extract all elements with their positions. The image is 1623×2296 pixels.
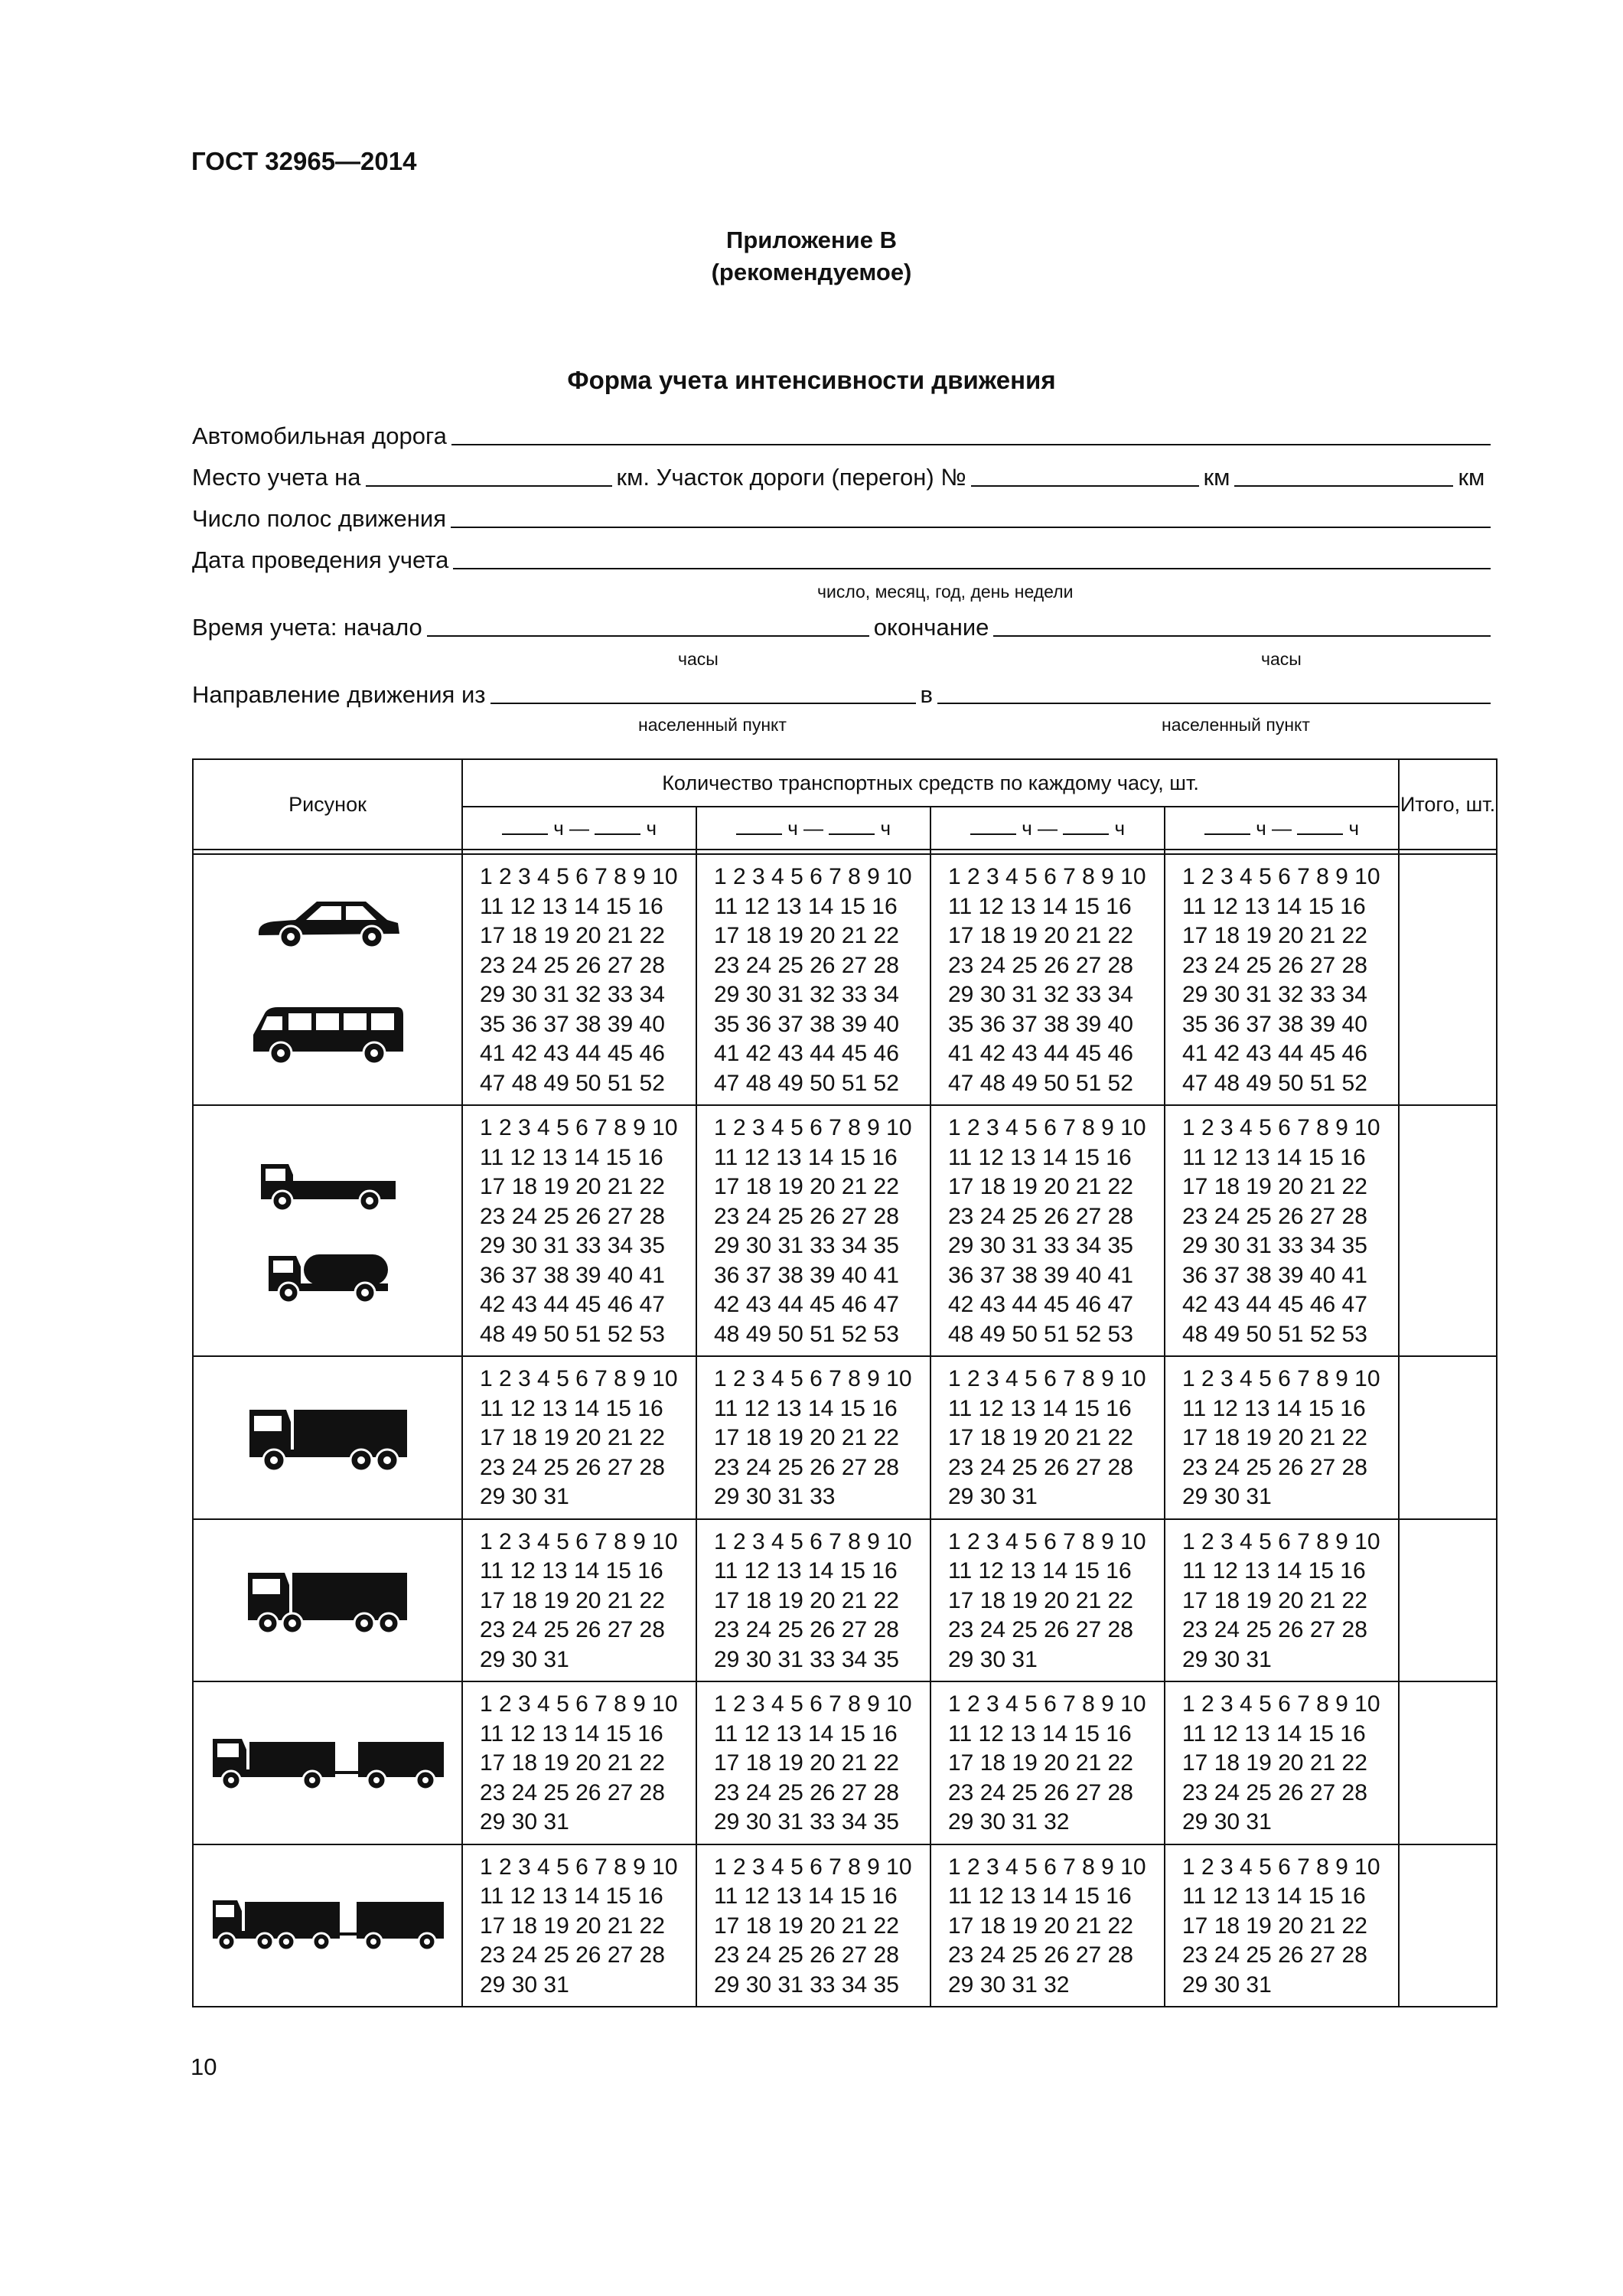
count-cell[interactable]: 1 2 3 4 5 6 7 8 9 10 11 12 13 14 15 16 17 18 19 20 21 22 23 24 25 26 27 28 29 30 31 xyxy=(1165,1356,1399,1519)
total-cell[interactable] xyxy=(1399,1681,1497,1844)
count-cell[interactable]: 1 2 3 4 5 6 7 8 9 10 11 12 13 14 15 16 17 18 19 20 21 22 23 24 25 26 27 28 29 30 31 xyxy=(1165,1844,1399,2007)
flatbed-truck-icon xyxy=(255,1153,400,1215)
locality-caption-to: населенный пункт xyxy=(1162,715,1310,735)
field-lanes xyxy=(192,502,1495,533)
truck-trailer-icon xyxy=(207,1728,448,1797)
total-cell[interactable] xyxy=(1399,854,1497,1105)
count-cell[interactable]: 1 2 3 4 5 6 7 8 9 10 11 12 13 14 15 16 17 18 19 20 21 22 23 24 25 26 27 28 29 30 31 33 34 35 xyxy=(696,1519,930,1682)
appendix-title: Приложение В xyxy=(726,227,897,253)
picture-cell xyxy=(193,1844,462,2007)
count-cell[interactable]: 1 2 3 4 5 6 7 8 9 10 11 12 13 14 15 16 17 18 19 20 21 22 23 24 25 26 27 28 29 30 31 33 34 35 36 37 38 39 40 41 42 43 44 45 46 47 48 49 50 51 52 53 xyxy=(462,1105,696,1356)
picture-cell xyxy=(193,1681,462,1844)
road-label: Автомобильная дорога xyxy=(192,422,447,449)
header-total: Итого, шт. xyxy=(1399,759,1497,850)
picture-cell xyxy=(193,1356,462,1519)
hours-caption-end: часы xyxy=(1261,649,1302,669)
total-cell[interactable] xyxy=(1399,1844,1497,2007)
hour-range-cell[interactable]: ч — ч xyxy=(696,807,930,850)
direction-to-input-line[interactable] xyxy=(937,680,1491,704)
count-cell[interactable]: 1 2 3 4 5 6 7 8 9 10 11 12 13 14 15 16 17 18 19 20 21 22 23 24 25 26 27 28 29 30 31 xyxy=(462,1356,696,1519)
section-km-input-line[interactable] xyxy=(1234,462,1453,487)
road-input-line[interactable] xyxy=(451,421,1491,445)
count-cell[interactable]: 1 2 3 4 5 6 7 8 9 10 11 12 13 14 15 16 17 18 19 20 21 22 23 24 25 26 27 28 29 30 31 32 33 34 35 36 37 38 39 40 41 42 43 44 45 46 47 48 49 50 51 52 xyxy=(696,854,930,1105)
tank-truck-icon xyxy=(262,1244,393,1308)
field-direction xyxy=(192,678,1495,709)
field-road xyxy=(192,419,1495,450)
appendix-subtitle: (рекомендуемое) xyxy=(711,259,912,285)
count-cell[interactable]: 1 2 3 4 5 6 7 8 9 10 11 12 13 14 15 16 17 18 19 20 21 22 23 24 25 26 27 28 29 30 31 xyxy=(1165,1681,1399,1844)
table-row xyxy=(193,1681,1497,1844)
car-icon xyxy=(251,892,404,954)
table-row xyxy=(193,1105,1497,1356)
place-km-input-line[interactable] xyxy=(366,462,612,487)
time-end-label: окончание xyxy=(873,614,989,641)
count-cell[interactable]: 1 2 3 4 5 6 7 8 9 10 11 12 13 14 15 16 17 18 19 20 21 22 23 24 25 26 27 28 29 30 31 xyxy=(462,1519,696,1682)
count-cell[interactable]: 1 2 3 4 5 6 7 8 9 10 11 12 13 14 15 16 17 18 19 20 21 22 23 24 25 26 27 28 29 30 31 xyxy=(930,1356,1165,1519)
field-time xyxy=(192,611,1495,641)
count-cell[interactable]: 1 2 3 4 5 6 7 8 9 10 11 12 13 14 15 16 17 18 19 20 21 22 23 24 25 26 27 28 29 30 31 33 34 35 36 37 38 39 40 41 42 43 44 45 46 47 48 49 50 51 52 53 xyxy=(696,1105,930,1356)
standard-number: ГОСТ 32965—2014 xyxy=(191,147,417,175)
km-label-2: км xyxy=(1458,464,1485,491)
four-axle-truck-icon xyxy=(242,1562,413,1639)
count-cell[interactable]: 1 2 3 4 5 6 7 8 9 10 11 12 13 14 15 16 17 18 19 20 21 22 23 24 25 26 27 28 29 30 31 xyxy=(930,1519,1165,1682)
count-cell[interactable]: 1 2 3 4 5 6 7 8 9 10 11 12 13 14 15 16 17 18 19 20 21 22 23 24 25 26 27 28 29 30 31 33 xyxy=(696,1356,930,1519)
section-label: км. Участок дороги (перегон) № xyxy=(616,464,966,491)
hour-range-cell[interactable]: ч — ч xyxy=(930,807,1165,850)
direction-to-label: в xyxy=(920,681,933,708)
count-cell[interactable]: 1 2 3 4 5 6 7 8 9 10 11 12 13 14 15 16 17 18 19 20 21 22 23 24 25 26 27 28 29 30 31 32 33 34 35 36 37 38 39 40 41 42 43 44 45 46 47 48 49 50 51 52 xyxy=(1165,854,1399,1105)
table-row xyxy=(193,1356,1497,1519)
hour-range-cell[interactable]: ч — ч xyxy=(1165,807,1399,850)
count-cell[interactable]: 1 2 3 4 5 6 7 8 9 10 11 12 13 14 15 16 17 18 19 20 21 22 23 24 25 26 27 28 29 30 31 32 33 34 35 36 37 38 39 40 41 42 43 44 45 46 47 48 49 50 51 52 xyxy=(462,854,696,1105)
field-place xyxy=(192,461,1495,491)
total-cell[interactable] xyxy=(1399,1519,1497,1682)
header-count: Количество транспортных средств по каждому часу, шт. xyxy=(462,759,1399,807)
section-number-input-line[interactable] xyxy=(971,462,1199,487)
count-cell[interactable]: 1 2 3 4 5 6 7 8 9 10 11 12 13 14 15 16 17 18 19 20 21 22 23 24 25 26 27 28 29 30 31 32 33 34 35 36 37 38 39 40 41 42 43 44 45 46 47 48 49 50 51 52 xyxy=(930,854,1165,1105)
time-start-input-line[interactable] xyxy=(427,612,869,637)
time-end-input-line[interactable] xyxy=(993,612,1491,637)
lanes-input-line[interactable] xyxy=(451,504,1491,528)
traffic-count-table xyxy=(192,758,1498,2007)
picture-cell xyxy=(193,854,462,1105)
count-cell[interactable]: 1 2 3 4 5 6 7 8 9 10 11 12 13 14 15 16 17 18 19 20 21 22 23 24 25 26 27 28 29 30 31 xyxy=(462,1844,696,2007)
direction-from-label: Направление движения из xyxy=(192,681,486,708)
table-row xyxy=(193,1519,1497,1682)
table-row xyxy=(193,854,1497,1105)
date-input-line[interactable] xyxy=(453,545,1491,569)
count-cell[interactable]: 1 2 3 4 5 6 7 8 9 10 11 12 13 14 15 16 17 18 19 20 21 22 23 24 25 26 27 28 29 30 31 33 34 35 xyxy=(696,1844,930,2007)
count-cell[interactable]: 1 2 3 4 5 6 7 8 9 10 11 12 13 14 15 16 17 18 19 20 21 22 23 24 25 26 27 28 29 30 31 33 34 35 xyxy=(696,1681,930,1844)
time-start-label: Время учета: начало xyxy=(192,614,422,641)
total-cell[interactable] xyxy=(1399,1356,1497,1519)
hour-range-cell[interactable]: ч — ч xyxy=(462,807,696,850)
road-train-icon xyxy=(207,1891,448,1960)
place-label: Место учета на xyxy=(192,464,361,491)
locality-caption-from: населенный пункт xyxy=(638,715,787,735)
count-cell[interactable]: 1 2 3 4 5 6 7 8 9 10 11 12 13 14 15 16 17 18 19 20 21 22 23 24 25 26 27 28 29 30 31 33 34 35 36 37 38 39 40 41 42 43 44 45 46 47 48 49 50 51 52 53 xyxy=(930,1105,1165,1356)
three-axle-truck-icon xyxy=(243,1399,412,1476)
total-cell[interactable] xyxy=(1399,1105,1497,1356)
count-cell[interactable]: 1 2 3 4 5 6 7 8 9 10 11 12 13 14 15 16 17 18 19 20 21 22 23 24 25 26 27 28 29 30 31 xyxy=(462,1681,696,1844)
km-label-1: км xyxy=(1203,464,1230,491)
date-caption: число, месяц, год, день недели xyxy=(817,582,1074,602)
table-row xyxy=(193,1844,1497,2007)
lanes-label: Число полос движения xyxy=(192,505,446,532)
page-number: 10 xyxy=(191,2053,217,2080)
count-cell[interactable]: 1 2 3 4 5 6 7 8 9 10 11 12 13 14 15 16 17 18 19 20 21 22 23 24 25 26 27 28 29 30 31 32 xyxy=(930,1681,1165,1844)
direction-from-input-line[interactable] xyxy=(490,680,916,704)
picture-cell xyxy=(193,1105,462,1356)
hours-caption-start: часы xyxy=(678,649,719,669)
form-title: Форма учета интенсивности движения xyxy=(567,366,1056,394)
count-cell[interactable]: 1 2 3 4 5 6 7 8 9 10 11 12 13 14 15 16 17 18 19 20 21 22 23 24 25 26 27 28 29 30 31 32 xyxy=(930,1844,1165,2007)
field-date xyxy=(192,543,1495,574)
header-picture: Рисунок xyxy=(193,759,462,850)
picture-cell xyxy=(193,1519,462,1682)
date-label: Дата проведения учета xyxy=(192,546,449,573)
minibus-icon xyxy=(247,996,408,1067)
count-cell[interactable]: 1 2 3 4 5 6 7 8 9 10 11 12 13 14 15 16 17 18 19 20 21 22 23 24 25 26 27 28 29 30 31 xyxy=(1165,1519,1399,1682)
count-cell[interactable]: 1 2 3 4 5 6 7 8 9 10 11 12 13 14 15 16 17 18 19 20 21 22 23 24 25 26 27 28 29 30 31 33 34 35 36 37 38 39 40 41 42 43 44 45 46 47 48 49 50 51 52 53 xyxy=(1165,1105,1399,1356)
